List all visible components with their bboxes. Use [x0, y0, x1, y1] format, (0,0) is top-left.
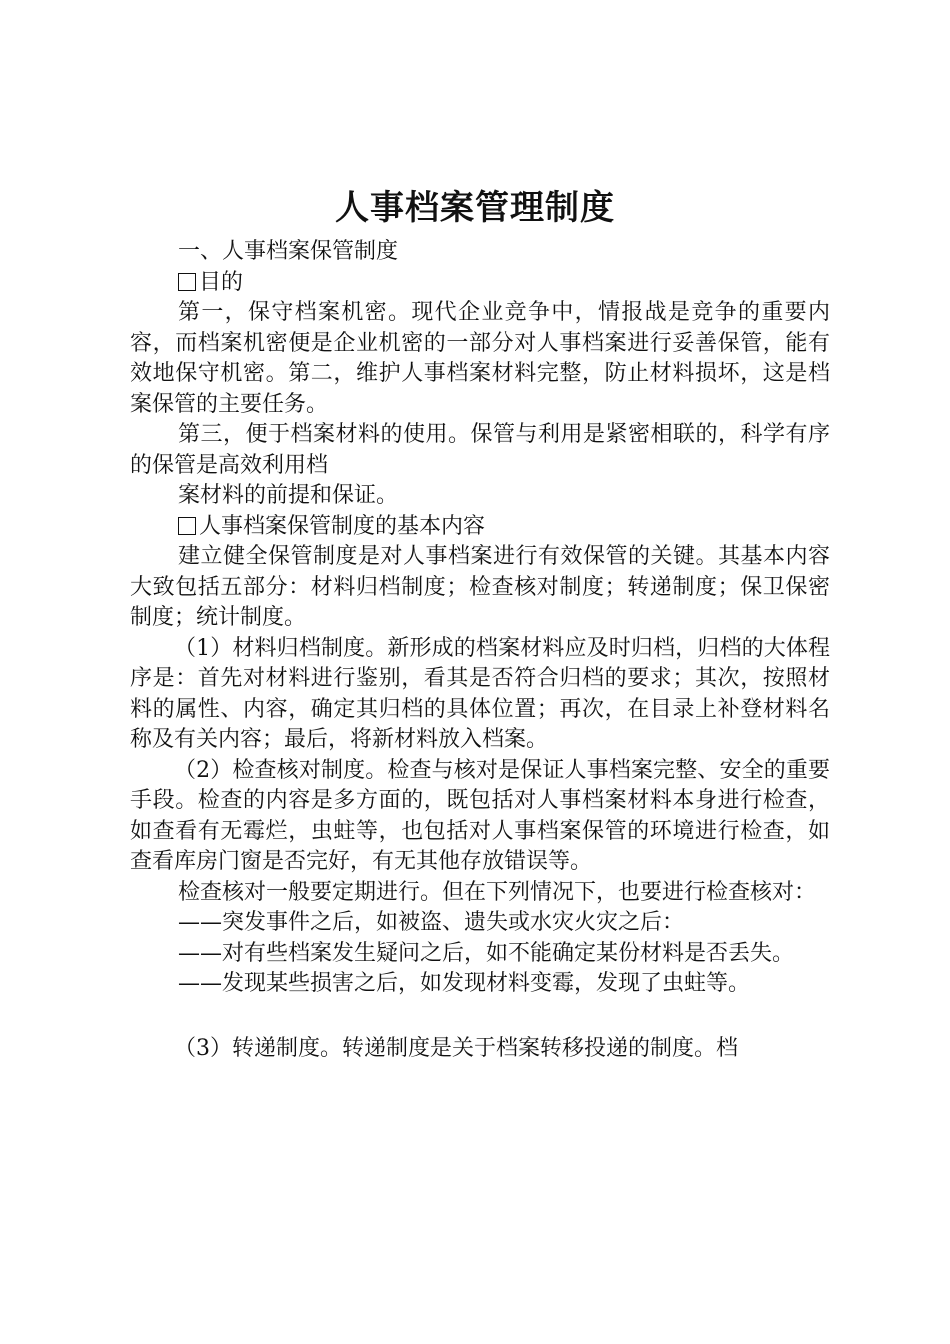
paragraph: 检查核对一般要定期进行。但在下列情况下，也要进行检查核对：: [178, 879, 817, 905]
checkbox-square-icon: [178, 517, 196, 535]
spacer: [130, 1000, 830, 1034]
list-item: ——突发事件之后，如被盗、遗失或水灾火灾之后：: [178, 910, 685, 935]
list-item: ——发现某些损害之后，如发现材料变霉，发现了虫蛀等。: [178, 971, 751, 996]
subheading-content-text: 人事档案保管制度的基本内容: [199, 513, 486, 539]
subheading-purpose-text: 目的: [199, 269, 244, 295]
section-heading: [130, 237, 830, 268]
checkbox-square-icon: [178, 273, 196, 291]
paragraph: （3）转递制度。转递制度是关于档案转移投递的制度。档: [174, 1035, 738, 1061]
paragraph: 建立健全保管制度是对人事档案进行有效保管的关键。其基本内容大致包括五部分：材料归档制度；检查核对制度；转递制度；保卫保密制度；统计制度。: [130, 544, 830, 630]
paragraph: （2）检查核对制度。检查与核对是保证人事档案完整、安全的重要手段。检查的内容是多方面的，既包括对人事档案材料本身进行检查，如查看有无霉烂，虫蛀等，也包括对人事档案保管的环境进行检查，如查看库房门窗是否完好，有无其他存放错误等。: [130, 757, 830, 874]
paragraph: 第一，保守档案机密。现代企业竞争中，情报战是竞争的重要内容，而档案机密便是企业机密的一部分对人事档案进行妥善保管，能有效地保守机密。第二，维护人事档案材料完整，防止材料损坏，这是档案保管的主要任务。: [130, 300, 830, 417]
document-title: 人事档案管理制度: [335, 188, 615, 228]
subheading-content: [130, 512, 830, 543]
paragraph: 案材料的前提和保证。: [178, 483, 399, 508]
paragraph: （1）材料归档制度。新形成的档案材料应及时归档，归档的大体程序是：首先对材料进行鉴别，看其是否符合归档的要求；其次，按照材料的属性、内容，确定其归档的具体位置；再次，在目录上补登材料名称及有关内容；最后，将新材料放入档案。: [130, 635, 830, 752]
document-body: [130, 237, 830, 1064]
subheading-purpose: [130, 268, 830, 299]
paragraph: 第三，便于档案材料的使用。保管与利用是紧密相联的，科学有序的保管是高效利用档: [130, 422, 830, 478]
section-heading-text: 一、人事档案保管制度: [178, 239, 399, 264]
list-item: ——对有些档案发生疑问之后，如不能确定某份材料是否丢失。: [178, 940, 795, 966]
